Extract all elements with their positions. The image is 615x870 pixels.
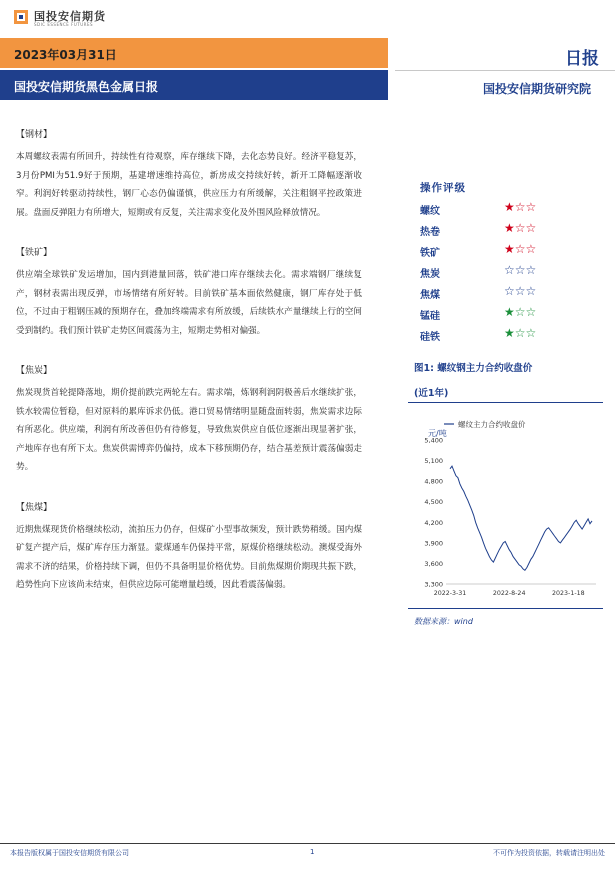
- rating-stars: ★☆☆: [504, 200, 537, 214]
- rating-row: [420, 284, 600, 305]
- x-tick-label: 2023-1-18: [552, 590, 585, 597]
- section-text: 本周螺纹表需有所回升，持续性有待观察，库存继续下降，去化态势良好。经济平稳复苏，3月份PMI为51.9好于预期，基建增速维持高位，新房成交持续好转，新开工降幅逐渐收窄。利润好转驱动持续性，钢厂心态仍偏谨慎，供应压力有所缓解，关注粗钢平控政策进展。盘面反弹阻力有所增大，短期或有反复，关注需求变化及外围风险释放情况。: [16, 152, 362, 218]
- section-title: 【焦炭】: [16, 366, 53, 376]
- institute-name: 国投安信期货研究院: [482, 82, 591, 96]
- data-source: 数据来源：wind: [414, 617, 473, 626]
- section-iron-ore: [16, 246, 362, 340]
- y-tick-label: 3,600: [424, 559, 443, 568]
- report-type: 日报: [565, 49, 599, 69]
- section-title: 【焦煤】: [16, 502, 53, 513]
- section-title: 【铁矿】: [16, 248, 53, 258]
- rating-name: 螺纹: [420, 206, 440, 217]
- y-tick-label: 3,300: [424, 580, 443, 589]
- header-divider: [395, 70, 615, 71]
- section-coking-coal: [16, 501, 362, 595]
- figure-bottom-rule: [408, 608, 603, 609]
- y-tick-label: 5,400: [424, 436, 443, 445]
- rating-stars: ☆☆☆: [504, 263, 537, 277]
- footer-divider: [0, 843, 615, 844]
- section-text: 供应端全球铁矿发运增加，国内到港量回落，铁矿港口库存继续去化。需求端钢厂继续复产，钢材表需出现反弹，市场情绪有所好转。目前铁矿基本面依然健康，钢厂库存处于低位，不过由于粗钢压减的预期存在，叠加终端需求有所放缓，后续铁水产量继续上行的空间受到制约。我们预计铁矿走势区间震荡为主，短期走势相对偏强。: [16, 270, 362, 336]
- rating-stars: ★☆☆: [504, 242, 537, 256]
- report-title: 国投安信期货黑色金属日报: [14, 80, 159, 94]
- rating-row: [420, 221, 600, 242]
- y-tick-label: 5,100: [424, 457, 443, 466]
- price-line-chart: [410, 410, 602, 606]
- rating-row: [420, 305, 600, 326]
- y-tick-label: 4,800: [424, 477, 443, 486]
- rating-stars: ★☆☆: [504, 221, 537, 235]
- x-tick-label: 2022-8-24: [492, 590, 526, 597]
- rating-row: [420, 263, 600, 284]
- footer-copyright: 本报告版权属于国投安信期货有限公司: [10, 849, 129, 857]
- rating-stars: ★☆☆: [504, 305, 537, 319]
- main-content: [16, 128, 362, 619]
- legend-label: 螺纹主力合约收盘价: [458, 420, 526, 429]
- y-tick-label: 3,900: [424, 539, 443, 548]
- series-line: [450, 466, 592, 570]
- rating-name: 硅铁: [420, 332, 440, 343]
- rating-stars: ☆☆☆: [504, 284, 537, 298]
- report-date: 2023年03月31日: [14, 48, 117, 62]
- logo-text: 国投安信期货: [34, 10, 106, 23]
- y-tick-label: 4,500: [424, 498, 443, 507]
- rating-row: [420, 326, 600, 347]
- section-steel: [16, 128, 362, 222]
- rating-name: 铁矿: [420, 248, 440, 259]
- rating-stars: ★☆☆: [504, 326, 537, 340]
- rating-name: 焦炭: [420, 269, 440, 280]
- logo-subtext: SDIC ESSENCE FUTURES: [34, 22, 94, 27]
- footer-disclaimer: 不可作为投资依据，转载请注明出处: [493, 849, 605, 857]
- y-tick-label: 4,200: [424, 518, 443, 527]
- rating-row: [420, 200, 600, 221]
- figure-title: 图1: 螺纹钢主力合约收盘价: [414, 363, 533, 374]
- section-coke: [16, 364, 362, 477]
- page-number: 1: [310, 848, 315, 856]
- section-text: 焦炭现货首轮提降落地，期价提前跌完两轮左右。需求端，炼钢利润阴极善后水继续扩张，铁水较需位暂稳，但对原料的累库诉求仍低。港口贸易情绪明显随盘面转弱，焦炭需求边际有所恶化。供应端，利润有所改善但仍有待修复，导致焦炭供应自低位逐渐出现显著扩张，产地库存也有所下太。焦炭供需博弈仍偏持，成本下移预期仍存，结合基差预计震荡偏弱走势。: [16, 388, 362, 472]
- rating-name: 热卷: [420, 227, 440, 238]
- x-tick-label: 2022-3-31: [433, 590, 467, 597]
- rating-name: 焦煤: [420, 290, 440, 301]
- rating-row: [420, 242, 600, 263]
- y-axis-unit: 元/吨: [428, 429, 447, 438]
- rating-title: 操作评级: [420, 182, 466, 194]
- logo-icon: [14, 10, 28, 24]
- section-text: 近期焦煤现货价格继续松动，流拍压力仍存，但煤矿小型事故频发，预计跌势稍缓。国内煤矿复产提产后，煤矿库存压力渐显。蒙煤通车仍保持平常，原煤价格继续松动。澳煤受海外需求不济的结果，价格持续下调，但仍不具备明显价格优势。目前焦煤期价期现共振下跌，趋势性向下应该尚未结束，但供应边际可能增量趋缓，因此看震荡偏弱。: [16, 524, 362, 590]
- figure-top-rule: [408, 402, 603, 403]
- rating-list: [420, 200, 600, 347]
- section-title: 【钢材】: [16, 130, 53, 140]
- rating-name: 锰硅: [420, 311, 440, 322]
- figure-subtitle: (近1年): [414, 388, 449, 399]
